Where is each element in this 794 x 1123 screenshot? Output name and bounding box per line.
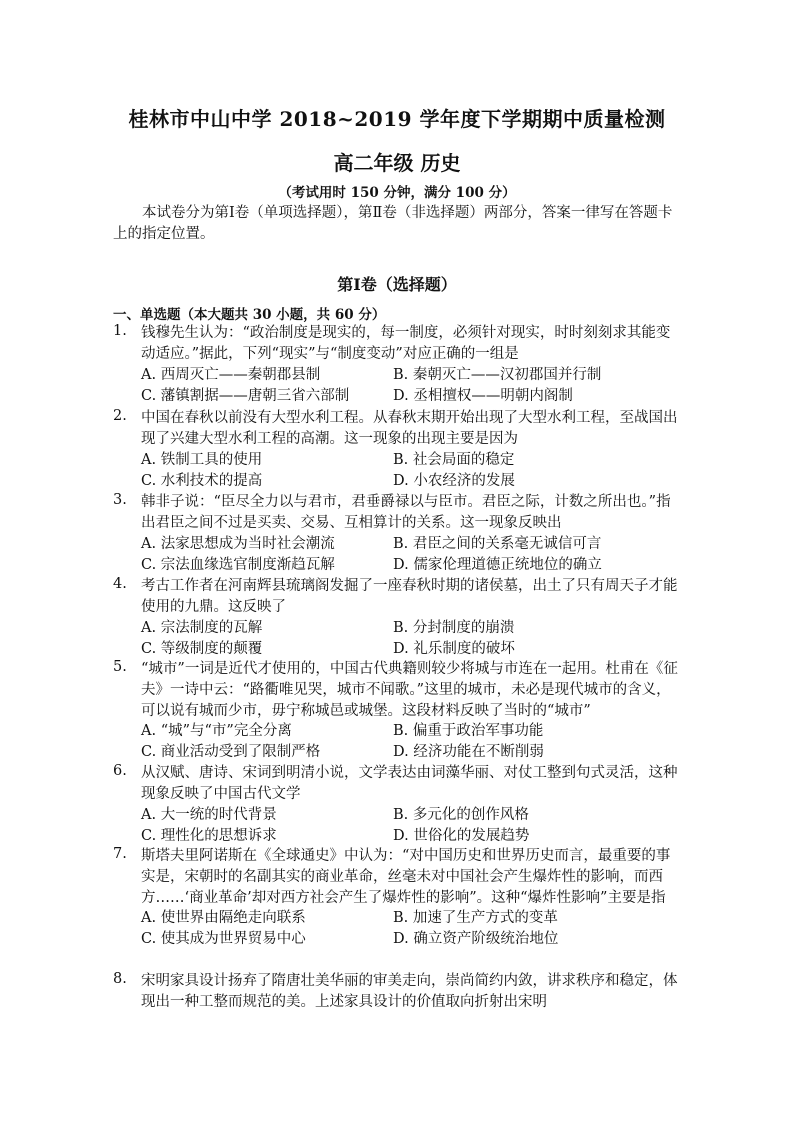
option-b: B. 社会局面的稳定 bbox=[393, 451, 515, 468]
option-d: D. 丞相擅权——明朝内阁制 bbox=[393, 387, 573, 404]
option-d: D. 经济功能在不断削弱 bbox=[393, 744, 544, 761]
exam-note: （考试用时 150 分钟，满分 100 分） bbox=[278, 185, 516, 201]
option-b: B. 分封制度的崩溃 bbox=[393, 619, 515, 636]
question-number: 5. bbox=[113, 659, 127, 675]
option-b: B. 多元化的创作风格 bbox=[393, 806, 529, 823]
exam-intro: 本试卷分为第Ⅰ卷（单项选择题），第Ⅱ卷（非选择题）两部分，答案一律写在答题卡上的指定位置。 bbox=[113, 205, 673, 242]
question-options bbox=[141, 365, 683, 407]
question-options bbox=[141, 805, 683, 847]
option-c: C. 宗法血缘选官制度渐趋瓦解 bbox=[141, 556, 335, 573]
part-title: 第Ⅰ卷（选择题） bbox=[337, 275, 457, 294]
option-a: A. 大一统的时代背景 bbox=[141, 806, 277, 823]
question-1 bbox=[113, 323, 683, 407]
option-a: A. “城”与“市”完全分离 bbox=[141, 723, 292, 740]
option-d: D. 确立资产阶级统治地位 bbox=[393, 931, 559, 948]
option-a: A. 法家思想成为当时社会潮流 bbox=[141, 535, 335, 552]
option-d: D. 小农经济的发展 bbox=[393, 472, 515, 489]
question-2 bbox=[113, 408, 683, 492]
question-stem: 考古工作者在河南辉县琉璃阁发掘了一座春秋时期的诸侯墓，出土了只有周天子才能使用的九鼎。这反映了 bbox=[141, 578, 678, 615]
exam-subtitle: 高二年级 历史 bbox=[333, 151, 461, 175]
question-stem: 宋明家具设计扬弃了隋唐壮美华丽的审美走向，崇尚简约内敛，讲求秩序和稳定，体现出一种工整而规范的美。上述家具设计的价值取向折射出宋明 bbox=[141, 973, 678, 1010]
question-stem: 韩非子说：“臣尽全力以与君市，君垂爵禄以与臣市。君臣之际，计数之所出也。”指出君臣之间不过是买卖、交易、互相算计的关系。这一现象反映出 bbox=[141, 494, 671, 531]
option-a: A. 西周灭亡——秦朝郡县制 bbox=[141, 366, 321, 383]
question-options bbox=[141, 534, 683, 576]
question-stem: 斯塔夫里阿诺斯在《全球通史》中认为：“对中国历史和世界历史而言，最重要的事实是，宋朝时的名副其实的商业革命，丝毫未对中国社会产生爆炸性的影响，而西方……‘商业革命’却对西方社会产生了爆炸性的影响”。这种“爆炸性影响”主要是指 bbox=[141, 848, 671, 906]
question-stem: “城市”一词是近代才使用的，中国古代典籍则较少将城与市连在一起用。杜甫在《征夫》一诗中云：“路衢唯见哭，城市不闻歌。”这里的城市，未必是现代城市的含义，可以说有城而少市，毋宁称城邑或城堡。这段材料反映了当时的“城市” bbox=[141, 661, 678, 719]
question-number: 1. bbox=[113, 323, 127, 339]
option-d: D. 儒家伦理道德正统地位的确立 bbox=[393, 556, 602, 573]
question-7 bbox=[113, 846, 683, 950]
question-stem: 中国在春秋以前没有大型水利工程。从春秋末期开始出现了大型水利工程，至战国出现了兴建大型水利工程的高潮。这一现象的出现主要是因为 bbox=[141, 410, 678, 447]
option-c: C. 理性化的思想诉求 bbox=[141, 827, 277, 844]
option-a: A. 铁制工具的使用 bbox=[141, 451, 263, 468]
question-number: 4. bbox=[113, 576, 127, 592]
option-c: C. 藩镇割据——唐朝三省六部制 bbox=[141, 387, 350, 404]
question-number: 3. bbox=[113, 492, 127, 508]
question-number: 8. bbox=[113, 971, 127, 987]
question-options bbox=[141, 721, 683, 763]
option-b: B. 偏重于政治军事功能 bbox=[393, 723, 544, 740]
question-3 bbox=[113, 492, 683, 576]
option-d: D. 礼乐制度的破坏 bbox=[393, 640, 515, 657]
question-options bbox=[141, 908, 683, 950]
question-number: 7. bbox=[113, 846, 127, 862]
option-c: C. 商业活动受到了限制严格 bbox=[141, 744, 321, 761]
option-c: C. 等级制度的颠覆 bbox=[141, 640, 263, 657]
question-stem: 钱穆先生认为：“政治制度是现实的，每一制度，必须针对现实，时时刻刻求其能变动适应。”据此，下列“现实”与“制度变动”对应正确的一组是 bbox=[141, 325, 671, 362]
question-number: 2. bbox=[113, 408, 127, 424]
option-b: B. 君臣之间的关系毫无诚信可言 bbox=[393, 535, 602, 552]
question-5 bbox=[113, 659, 683, 763]
option-c: C. 使其成为世界贸易中心 bbox=[141, 931, 306, 948]
question-options bbox=[141, 450, 683, 492]
option-a: A. 使世界由隔绝走向联系 bbox=[141, 910, 306, 927]
option-d: D. 世俗化的发展趋势 bbox=[393, 827, 530, 844]
option-b: B. 秦朝灭亡——汉初郡国并行制 bbox=[393, 366, 602, 383]
option-c: C. 水利技术的提高 bbox=[141, 472, 263, 489]
question-8 bbox=[113, 971, 683, 1013]
option-b: B. 加速了生产方式的变革 bbox=[393, 910, 558, 927]
question-number: 6. bbox=[113, 763, 127, 779]
question-stem: 从汉赋、唐诗、宋词到明清小说，文学表达由词藻华丽、对仗工整到句式灵活，这种现象反映了中国古代文学 bbox=[141, 765, 678, 802]
question-options bbox=[141, 618, 683, 660]
question-6 bbox=[113, 763, 683, 847]
exam-title: 桂林市中山中学 2018~2019 学年度下学期期中质量检测 bbox=[128, 107, 666, 131]
section-title: 一、单选题（本大题共 30 小题，共 60 分） bbox=[113, 307, 386, 323]
question-4 bbox=[113, 576, 683, 660]
option-a: A. 宗法制度的瓦解 bbox=[141, 619, 263, 636]
